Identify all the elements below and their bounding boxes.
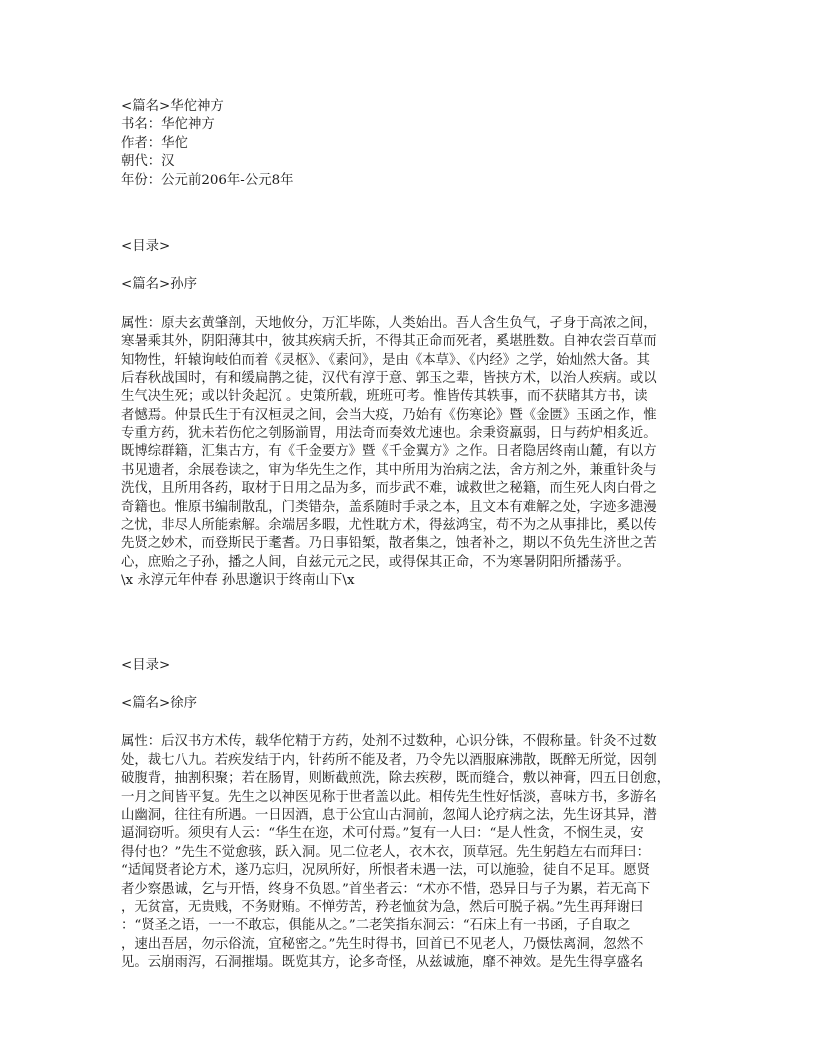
section-sun-preface bbox=[121, 238, 707, 591]
body-line: 奇籍也。惟原书编制散乱，门类错杂，盖系随时手录之本，且文本有难解之处，字迹多漶漫 bbox=[121, 499, 657, 515]
body-line: 者少察愚诚，乞与开悟，终身不负恩。”首坐者云：“术亦不惜，恐异日与子为累，若无高下 bbox=[121, 881, 651, 897]
header-author: 作者：华佗 bbox=[121, 135, 188, 151]
section-body bbox=[121, 733, 707, 972]
header-book-name: 书名：华佗神方 bbox=[121, 117, 215, 133]
body-line: 山幽洞，往往有所遇。一日因酒，息于公宜山古洞前，忽闻人论疗病之法，先生讶其异，潜 bbox=[121, 807, 657, 823]
document-page bbox=[121, 98, 707, 972]
section-title: <篇名>徐序 bbox=[121, 695, 198, 711]
body-line: 既博综群籍，汇集古方，有《千金要方》暨《千金翼方》之作。日者隐居终南山麓，有以方 bbox=[121, 444, 657, 460]
header-block bbox=[121, 98, 707, 190]
section-xu-preface bbox=[121, 657, 707, 973]
body-line: 处，裁七八九。若疾发结于内，针药所不能及者，乃令先以酒服麻沸散，既醉无所觉，因刳 bbox=[121, 752, 657, 768]
section-title: <篇名>孙序 bbox=[121, 277, 198, 293]
body-line: 得付也？”先生不觉愈骇，跃入洞。见二位老人，衣木衣，顶草冠。先生躬趋左右而拜曰： bbox=[121, 844, 651, 860]
section-body bbox=[121, 315, 707, 591]
body-line: 之忧，非尽人所能索解。余端居多暇，尤性耽方术，得兹鸿宝，苟不为之从事排比，奚以传 bbox=[121, 518, 657, 534]
body-line: 知物性，轩辕询岐伯而着《灵枢》、《素问》，是由《本草》、《内经》之学，始灿然大备。其 bbox=[121, 352, 650, 368]
body-line: “适闻贤者论方术，遂乃忘归，况夙所好，所恨者未遇一法，可以施验，徒自不足耳。愿贤 bbox=[121, 863, 651, 879]
body-line: 洗伐，且所用各药，取材于日用之品为多，而步武不难，诚救世之秘籍，而生死人肉白骨之 bbox=[121, 481, 657, 497]
body-line: 见。云崩雨泻，石洞摧塌。既览其方，论多奇怪，从兹诚施，靡不神效。是先生得享盛名 bbox=[121, 955, 644, 971]
body-line: 一月之间皆平复。先生之以神医见称于世者盖以此。相传先生性好恬淡，喜味方书，多游名 bbox=[121, 789, 657, 805]
signature-line: \x 永淳元年仲春 孙思邈识于终南山下\x bbox=[121, 573, 355, 589]
body-line: ：“贤圣之语，一一不敢忘，俱能从之。”二老笑指东洞云：“石床上有一书函，子自取之 bbox=[121, 918, 631, 934]
toc-label: <目录> bbox=[121, 238, 171, 254]
body-line: 先贤之妙术，而登斯民于耄耆。乃日事铅椠，散者集之，蚀者补之，期以不负先生济世之苦 bbox=[121, 536, 657, 552]
body-line: 专重方药，犹未若伤佗之刳肠湔胃，用法奇而奏效尤速也。余秉资羸弱，日与药炉相炙近。 bbox=[121, 426, 657, 442]
header-dynasty: 朝代：汉 bbox=[121, 154, 175, 170]
header-years: 年份：公元前206年-公元8年 bbox=[121, 172, 294, 188]
body-line: 生气决生死；或以针灸起沉 。史策所载，班班可考。惟皆传其轶事，而不获睹其方书，读 bbox=[121, 389, 648, 405]
toc-label: <目录> bbox=[121, 657, 171, 673]
body-line: 破腹背，抽割积聚；若在肠胃，则断截煎洗，除去疾秽，既而缝合，敷以神膏，四五日创愈， bbox=[121, 771, 671, 787]
body-line: 寒暑乘其外，阴阳薄其中，彼其疾病夭折，不得其正命而死者，奚堪胜数。自神农尝百草而 bbox=[121, 334, 657, 350]
body-line: 心，庶贻之子孙，播之人间，自兹元元之民，或得保其正命，不为寒暑阴阳所播荡乎。 bbox=[121, 554, 630, 570]
header-title: <篇名>华佗神方 bbox=[121, 99, 224, 114]
body-line: 属性：后汉书方术传，载华佗精于方药，处剂不过数种，心识分铢，不假称量。针灸不过数 bbox=[121, 734, 657, 750]
body-line: 书见遗者，余展卷读之，审为华先生之作，其中所用为治病之法，舍方剂之外，兼重针灸与 bbox=[121, 462, 657, 478]
body-line: 者憾焉。仲景氏生于有汉桓灵之间，会当大疫，乃始有《伤寒论》暨《金匮》玉函之作，惟 bbox=[121, 407, 657, 423]
body-line: ，速出吾居，勿示俗流，宜秘密之。”先生时得书，回首已不见老人，乃慑怯离洞，忽然不 bbox=[121, 936, 644, 952]
body-line: 后春秋战国时，有和缓扁鹊之徒，汉代有淳于意、郭玉之辈，皆挟方术，以治人疾病。或以 bbox=[121, 370, 657, 386]
body-line: 逼洞窃听。须臾有人云：“华生在迩，术可付焉。”复有一人曰：“是人性贪，不悯生灵，安 bbox=[121, 826, 644, 842]
body-line: 属性：原夫玄黄肇剖，天地攸分，万汇毕陈，人类始出。吾人含生负气，孑身于高浓之间， bbox=[121, 315, 657, 331]
body-line: ，无贫富，无贵贱，不务财贿。不惮劳苦，矜老恤贫为急，然后可脱子祸。”先生再拜谢曰 bbox=[121, 899, 644, 915]
